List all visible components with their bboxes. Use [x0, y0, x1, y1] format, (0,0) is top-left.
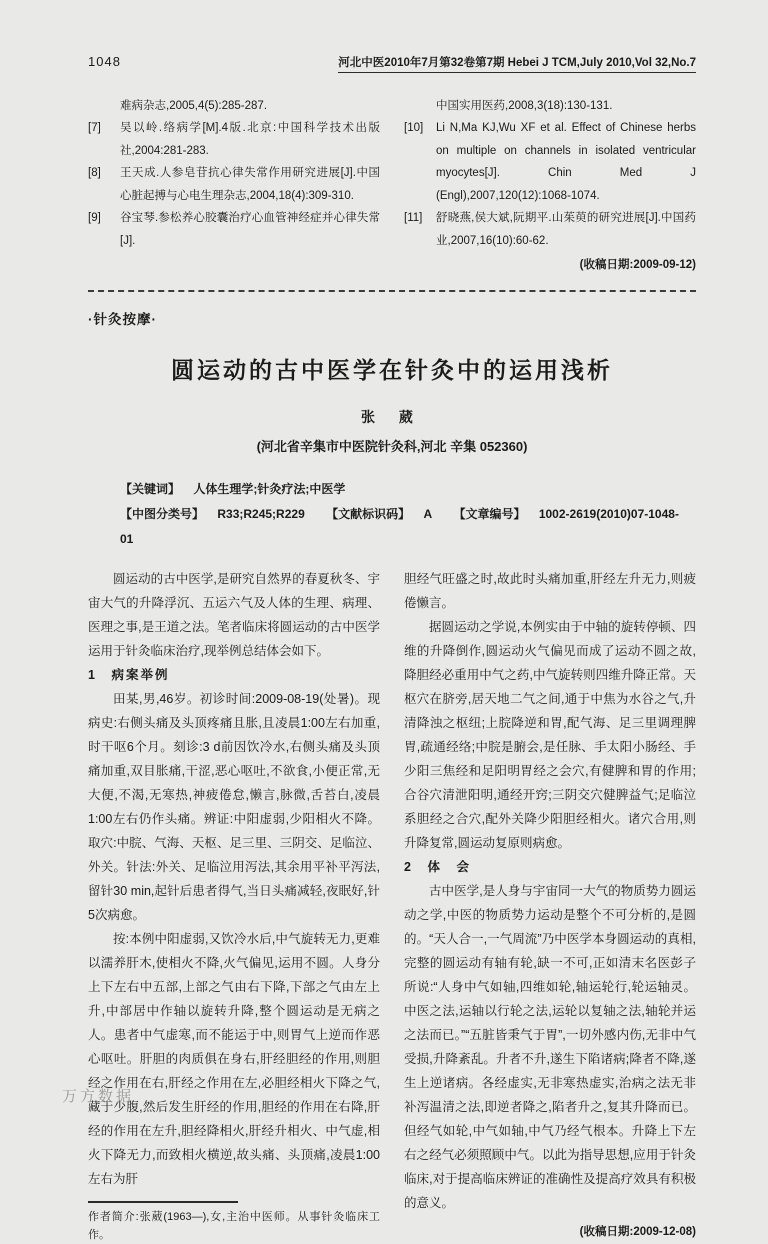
keywords-label: 【关键词】	[120, 482, 181, 497]
references-section	[88, 95, 696, 276]
article-affiliation: (河北省辛集市中医院针灸科,河北 辛集 052360)	[256, 439, 528, 455]
doc-code-value: A	[423, 506, 433, 521]
author-bio-footnote: 作者简介:张葳(1963—),女,主治中医师。从事针灸临床工作。	[88, 1211, 380, 1241]
body-left-column	[88, 567, 380, 1244]
article-body	[88, 567, 696, 1244]
article-meta-block	[120, 477, 696, 551]
reference-entry	[88, 95, 380, 117]
footnote-rule	[88, 1201, 238, 1203]
reference-label	[88, 95, 120, 117]
article-no-value: 1002-2619(2010)07-1048-01	[120, 506, 679, 546]
references-right-column	[404, 95, 696, 276]
reference-text: 谷宝琴.参松养心胶囊治疗心血管神经症并心律失常[J].	[120, 212, 380, 247]
reference-text: 吴以岭.络病学[M].4版.北京:中国科学技术出版社,2004:281-283.	[120, 122, 380, 157]
reference-text: Li N,Ma KJ,Wu XF et al. Effect of Chinese herbs on multiple on channels in isolated ventricular myocytes[J]. Chin Med J (Engl),2007,120(12):1068-1074.	[436, 122, 696, 202]
received-date-this-article: (收稿日期:2009-12-08)	[579, 1226, 696, 1239]
page-header	[88, 54, 696, 73]
reference-label: [11]	[404, 212, 423, 225]
reference-entry	[404, 117, 696, 207]
body-paragraph: 田某,男,46岁。初诊时间:2009-08-19(处暑)。现病史:右侧头痛及头顶疼痛且胀,且凌晨1:00左右加重,时干呕6个月。刻诊:3 d前因饮冷水,右侧头痛及头顶痛加重,双目胀痛,干涩,恶心呕吐,不欲食,小便正常,无大便,不渴,无寒热,神疲倦怠,懒言,脉微,舌苔白,凌晨1:00左右仍作头痛。辨证:中阳虚弱,少阳相火不降。取穴:中脘、气海、天枢、足三里、三阴交、足临泣、外关。针法:外关、足临泣用泻法,其余用平补平泻法,留针30 min,起针后患者得气,当日头痛减轻,夜眠好,针5次病愈。	[88, 692, 380, 923]
references-left-column	[88, 95, 380, 276]
received-date-previous-article: (收稿日期:2009-09-12)	[579, 258, 696, 271]
reference-label: [7]	[88, 122, 101, 135]
reference-entry	[88, 162, 380, 207]
body-paragraph-continuation: 胆经气旺盛之时,故此时头痛加重,肝经左升无力,则疲倦懒言。	[404, 572, 696, 611]
article-title: 圆运动的古中医学在针灸中的运用浅析	[171, 357, 613, 384]
reference-entry	[404, 207, 696, 252]
clc-label: 【中图分类号】	[120, 506, 205, 521]
reference-label	[404, 95, 436, 117]
reference-text: 难病杂志,2005,4(5):285-287.	[120, 100, 268, 112]
keywords-line	[120, 477, 696, 502]
classification-line	[120, 502, 696, 551]
reference-entry	[404, 95, 696, 117]
doc-code-label: 【文献标识码】	[326, 506, 411, 521]
reference-entry	[88, 117, 380, 162]
journal-header-line: 河北中医2010年7月第32卷第7期 Hebei J TCM,July 2010,Vol 32,No.7	[338, 54, 696, 73]
reference-text: 中国实用医药,2008,3(18):130-131.	[436, 100, 613, 112]
wanfang-data-watermark: 万方数据	[62, 1088, 135, 1105]
body-paragraph: 据圆运动之学说,本例实由于中轴的旋转停顿、四维的升降倒作,圆运动火气偏见而成了运动不圆之故,降胆经必重用中气之药,中气旋转则四维升降正常。天枢穴在脐旁,居天地二气之间,通于中焦为水谷之气,升清降浊之枢纽;上脘降逆和胃,配气海、足三里调理脾胃,疏通经络;中脘是腑会,是任脉、手太阳小肠经、手少阳三焦经和足阳明胃经之会穴,有健脾和胃的作用;合谷穴清泄阳明,通经开窍;三阴交穴健脾益气;足临泣系胆经之合穴,配外关降少阳胆经相火。诸穴合用,则升降复常,圆运动复原则病愈。	[404, 620, 696, 851]
article-divider-rule	[88, 290, 696, 292]
section-heading-discussion: 2 体 会	[404, 860, 471, 875]
keywords-value: 人体生理学;针灸疗法;中医学	[193, 482, 346, 497]
body-paragraph: 古中医学,是人身与宇宙同一大气的物质势力圆运动之学,中医的物质势力运动是整个不可分析的,是圆的。“天人合一,一气周流”乃中医学本身圆运动的真相,完整的圆运动有轴有轮,缺一不可,正如清末名医彭子所说:“人身中气如轴,四维如轮,轴运轮行,轮运轴灵。中医之法,运轴以行轮之法,运轮以复轴之法,轴轮并运之法而已。”“五脏皆秉气于胃”,一切外感内伤,无非中气受损,升降紊乱。升者不升,遂生下陷诸病;降者不降,遂生上逆诸病。各经虚实,无非寒热虚实,治病之法无非补泻温清之法,即逆者降之,陷者升之,复其升降而已。但经气如轮,中气如轴,中气乃经气根本。升降上下左右之经气必须照顾中气。以此为指导思想,应用于针灸临床,对于提高临床辨证的准确性及提高疗效具有积极的意义。	[404, 884, 696, 1211]
body-right-column	[404, 567, 696, 1244]
reference-text: 王天成.人参皂苷抗心律失常作用研究进展[J].中国心脏起搏与心电生理杂志,2004,18(4):309-310.	[120, 167, 380, 202]
reference-label: [8]	[88, 167, 101, 180]
author-footnote-block	[88, 1191, 380, 1244]
clc-value: R33;R245;R229	[217, 506, 305, 521]
body-paragraph: 按:本例中阳虚弱,又饮冷水后,中气旋转无力,更难以濡养肝木,使相火不降,火气偏见,运用不圆。人身分上下左右中五部,上部之气由右下降,下部之气由左上升,中部居中作轴以旋转升降,整个圆运动是无病之人。患者中气虚寒,而不能运于中,则胃气上逆而作恶心呕吐。肝胆的肉质俱在身右,肝经胆经的作用,则胆经之作用在右,肝经之作用在左,必胆经相火下降之气,藏于少腹,然后发生肝经的作用,胆经的作用在右降,肝经的作用在左升,胆经降相火,肝经升相火、中气虚,相火下降无力,而致相火横逆,故头痛、头顶痛,凌晨1:00左右为肝	[88, 932, 380, 1187]
body-paragraph: 圆运动的古中医学,是研究自然界的春夏秋冬、宇宙大气的升降浮沉、五运六气及人体的生理、病理、医理之事,是王道之法。笔者临床将圆运动的古中医学运用于针灸临床治疗,现举例总结体会如下。	[88, 572, 380, 659]
article-no-label: 【文章编号】	[453, 506, 526, 521]
reference-label: [10]	[404, 122, 424, 135]
column-section-tag: ·针灸按摩·	[88, 312, 157, 328]
reference-text: 舒晓燕,侯大斌,阮期平.山茱萸的研究进展[J].中国药业,2007,16(10):60-62.	[436, 212, 696, 247]
reference-entry	[88, 207, 380, 252]
section-heading-case: 1 病案举例	[88, 668, 170, 683]
article-author: 张 葳	[361, 409, 423, 426]
page-number: 1048	[88, 54, 121, 69]
reference-label: [9]	[88, 212, 101, 225]
